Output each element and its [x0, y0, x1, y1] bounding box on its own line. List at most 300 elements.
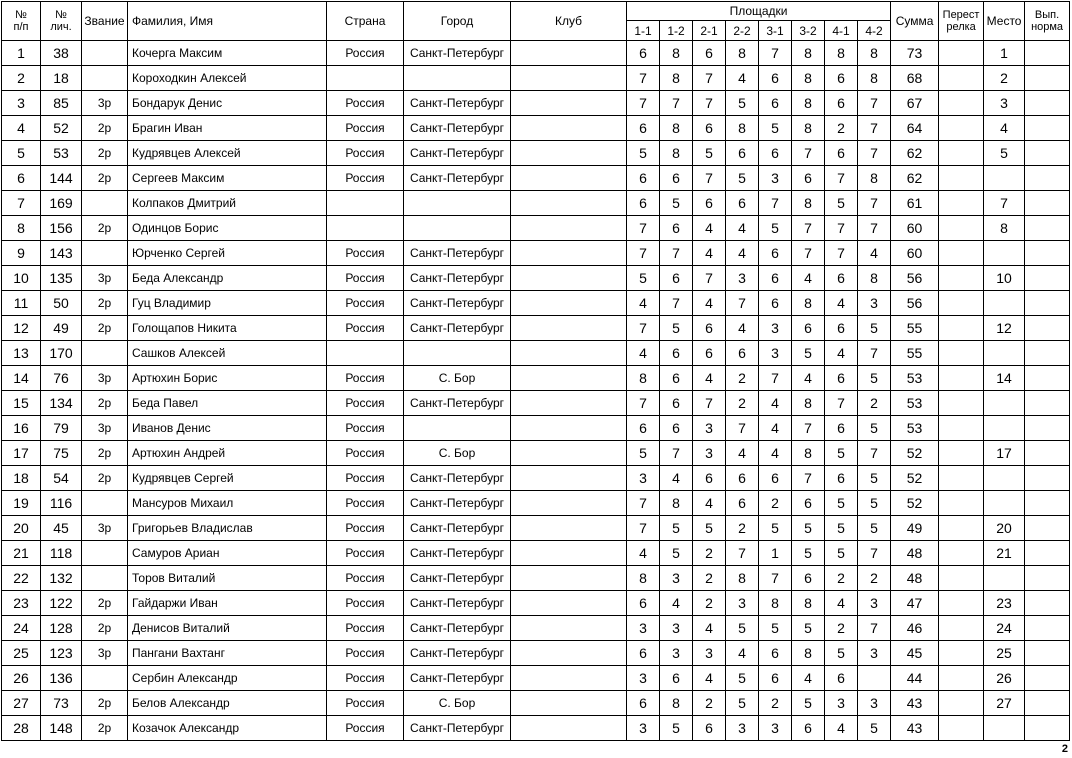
cell-score: 7: [693, 266, 726, 291]
cell-score: 2: [825, 566, 858, 591]
cell-country: Россия: [327, 266, 404, 291]
cell-city: Санкт-Петербург: [404, 91, 511, 116]
cell-name: Сергеев Максим: [128, 166, 327, 191]
header-sum: Сумма: [891, 2, 939, 41]
cell-num: 10: [2, 266, 41, 291]
cell-sum: 44: [891, 666, 939, 691]
header-num-pp: [2, 2, 41, 41]
cell-norm: [1025, 341, 1070, 366]
cell-score: 7: [660, 441, 693, 466]
cell-score: 2: [726, 516, 759, 541]
cell-rank: 3р: [82, 91, 128, 116]
cell-rank: 2р: [82, 391, 128, 416]
cell-score: 6: [825, 141, 858, 166]
cell-license: 45: [41, 516, 82, 541]
cell-license: 156: [41, 216, 82, 241]
cell-name: Самуров Ариан: [128, 541, 327, 566]
cell-sum: 52: [891, 491, 939, 516]
header-rank: Звание: [82, 2, 128, 41]
cell-sum: 68: [891, 66, 939, 91]
cell-norm: [1025, 191, 1070, 216]
cell-name: Козачок Александр: [128, 716, 327, 741]
cell-norm: [1025, 416, 1070, 441]
cell-num: 28: [2, 716, 41, 741]
cell-norm: [1025, 541, 1070, 566]
cell-score: 7: [858, 141, 891, 166]
cell-shootoff: [939, 566, 984, 591]
cell-city: Санкт-Петербург: [404, 616, 511, 641]
cell-license: 75: [41, 441, 82, 466]
cell-club: [511, 316, 627, 341]
cell-shootoff: [939, 191, 984, 216]
cell-shootoff: [939, 466, 984, 491]
header-ground: 2-2: [726, 21, 759, 41]
cell-sum: 53: [891, 391, 939, 416]
cell-shootoff: [939, 441, 984, 466]
cell-score: 8: [858, 66, 891, 91]
header-norm-label: Вып. норма: [1031, 9, 1064, 33]
table-row: [2, 141, 1070, 166]
cell-place: 17: [984, 441, 1025, 466]
cell-score: 6: [660, 416, 693, 441]
cell-norm: [1025, 91, 1070, 116]
cell-score: 5: [660, 716, 693, 741]
cell-rank: 2р: [82, 441, 128, 466]
cell-name: Беда Александр: [128, 266, 327, 291]
cell-num: 20: [2, 516, 41, 541]
cell-score: 6: [627, 591, 660, 616]
cell-name: Артюхин Андрей: [128, 441, 327, 466]
cell-license: 135: [41, 266, 82, 291]
cell-score: 6: [726, 191, 759, 216]
cell-score: 1: [759, 541, 792, 566]
cell-place: [984, 391, 1025, 416]
cell-score: 8: [627, 566, 660, 591]
cell-score: 3: [627, 666, 660, 691]
cell-num: 15: [2, 391, 41, 416]
cell-city: Санкт-Петербург: [404, 591, 511, 616]
cell-score: 7: [627, 516, 660, 541]
cell-name: Гайдаржи Иван: [128, 591, 327, 616]
cell-club: [511, 366, 627, 391]
cell-club: [511, 266, 627, 291]
cell-country: Россия: [327, 666, 404, 691]
cell-license: 73: [41, 691, 82, 716]
cell-score: 3: [759, 716, 792, 741]
cell-sum: 46: [891, 616, 939, 641]
cell-score: 5: [726, 691, 759, 716]
cell-num: 22: [2, 566, 41, 591]
cell-place: 23: [984, 591, 1025, 616]
header-ground: 3-2: [792, 21, 825, 41]
cell-license: 169: [41, 191, 82, 216]
cell-shootoff: [939, 691, 984, 716]
cell-score: 4: [759, 416, 792, 441]
header-ground: 4-1: [825, 21, 858, 41]
cell-score: 8: [726, 566, 759, 591]
cell-score: 7: [759, 41, 792, 66]
cell-score: 2: [825, 616, 858, 641]
cell-score: 7: [858, 91, 891, 116]
cell-place: 2: [984, 66, 1025, 91]
cell-score: 3: [858, 591, 891, 616]
cell-score: 7: [792, 416, 825, 441]
cell-country: Россия: [327, 716, 404, 741]
cell-score: 7: [693, 91, 726, 116]
cell-city: Санкт-Петербург: [404, 316, 511, 341]
cell-score: 4: [627, 341, 660, 366]
cell-norm: [1025, 466, 1070, 491]
table-row: [2, 41, 1070, 66]
cell-city: [404, 341, 511, 366]
cell-rank: [82, 191, 128, 216]
cell-place: 5: [984, 141, 1025, 166]
cell-score: 6: [660, 166, 693, 191]
cell-name: Артюхин Борис: [128, 366, 327, 391]
cell-shootoff: [939, 541, 984, 566]
cell-score: 8: [792, 641, 825, 666]
cell-norm: [1025, 566, 1070, 591]
cell-score: 8: [792, 191, 825, 216]
cell-country: Россия: [327, 466, 404, 491]
cell-score: 6: [627, 166, 660, 191]
cell-place: 1: [984, 41, 1025, 66]
cell-club: [511, 141, 627, 166]
cell-norm: [1025, 441, 1070, 466]
cell-score: 6: [693, 41, 726, 66]
table-body: [2, 41, 1070, 741]
cell-country: Россия: [327, 416, 404, 441]
cell-score: 2: [759, 691, 792, 716]
header-norm: [1025, 2, 1070, 41]
cell-club: [511, 491, 627, 516]
cell-score: 6: [660, 216, 693, 241]
cell-rank: 2р: [82, 316, 128, 341]
cell-place: [984, 241, 1025, 266]
cell-score: 4: [792, 666, 825, 691]
cell-rank: [82, 241, 128, 266]
cell-num: 19: [2, 491, 41, 516]
header-place: Место: [984, 2, 1025, 41]
cell-score: 5: [726, 616, 759, 641]
table-row: [2, 466, 1070, 491]
cell-score: 8: [825, 41, 858, 66]
cell-sum: 55: [891, 341, 939, 366]
cell-shootoff: [939, 616, 984, 641]
cell-score: 5: [858, 716, 891, 741]
table-row: [2, 666, 1070, 691]
cell-sum: 49: [891, 516, 939, 541]
cell-score: 6: [759, 66, 792, 91]
cell-score: 6: [627, 41, 660, 66]
cell-name: Кудрявцев Алексей: [128, 141, 327, 166]
cell-country: Россия: [327, 591, 404, 616]
cell-license: 76: [41, 366, 82, 391]
cell-club: [511, 91, 627, 116]
cell-score: 4: [693, 366, 726, 391]
cell-num: 17: [2, 441, 41, 466]
cell-place: [984, 291, 1025, 316]
cell-score: 5: [825, 641, 858, 666]
cell-city: Санкт-Петербург: [404, 141, 511, 166]
cell-score: 2: [693, 541, 726, 566]
cell-club: [511, 191, 627, 216]
header-shootoff-label: Перест релка: [942, 9, 980, 33]
cell-rank: [82, 341, 128, 366]
cell-place: [984, 166, 1025, 191]
cell-score: 5: [792, 691, 825, 716]
cell-score: 6: [792, 316, 825, 341]
cell-score: 5: [858, 316, 891, 341]
cell-sum: 62: [891, 141, 939, 166]
cell-score: 8: [660, 66, 693, 91]
cell-rank: 2р: [82, 591, 128, 616]
table-row: [2, 266, 1070, 291]
table-row: [2, 366, 1070, 391]
cell-score: 6: [726, 141, 759, 166]
table-row: [2, 516, 1070, 541]
cell-norm: [1025, 216, 1070, 241]
cell-score: 6: [627, 641, 660, 666]
cell-license: 49: [41, 316, 82, 341]
cell-score: 7: [726, 291, 759, 316]
cell-score: 7: [858, 191, 891, 216]
cell-score: 7: [858, 216, 891, 241]
cell-score: 7: [726, 416, 759, 441]
cell-name: Юрченко Сергей: [128, 241, 327, 266]
cell-shootoff: [939, 366, 984, 391]
cell-score: 3: [858, 291, 891, 316]
cell-score: 8: [858, 166, 891, 191]
cell-sum: 48: [891, 541, 939, 566]
header-shootoff: [939, 2, 984, 41]
cell-score: 7: [792, 241, 825, 266]
cell-score: 4: [792, 366, 825, 391]
cell-score: 6: [627, 116, 660, 141]
cell-rank: [82, 66, 128, 91]
cell-country: Россия: [327, 241, 404, 266]
cell-shootoff: [939, 241, 984, 266]
table-row: [2, 241, 1070, 266]
cell-score: 4: [660, 466, 693, 491]
cell-country: [327, 66, 404, 91]
cell-city: Санкт-Петербург: [404, 166, 511, 191]
cell-license: 134: [41, 391, 82, 416]
cell-score: 7: [660, 91, 693, 116]
table-row: [2, 91, 1070, 116]
cell-license: 54: [41, 466, 82, 491]
cell-score: 4: [660, 591, 693, 616]
cell-place: [984, 716, 1025, 741]
cell-sum: 64: [891, 116, 939, 141]
cell-country: Россия: [327, 541, 404, 566]
cell-sum: 60: [891, 241, 939, 266]
cell-score: 8: [792, 441, 825, 466]
cell-shootoff: [939, 491, 984, 516]
cell-score: 2: [825, 116, 858, 141]
cell-place: 10: [984, 266, 1025, 291]
cell-score: 2: [858, 566, 891, 591]
cell-score: 6: [693, 116, 726, 141]
cell-name: Григорьев Владислав: [128, 516, 327, 541]
cell-num: 4: [2, 116, 41, 141]
cell-club: [511, 391, 627, 416]
cell-country: Россия: [327, 391, 404, 416]
cell-score: 5: [792, 541, 825, 566]
cell-score: 7: [858, 616, 891, 641]
cell-city: Санкт-Петербург: [404, 491, 511, 516]
cell-score: 6: [759, 641, 792, 666]
cell-place: 14: [984, 366, 1025, 391]
cell-club: [511, 416, 627, 441]
cell-score: 2: [693, 691, 726, 716]
cell-place: [984, 416, 1025, 441]
cell-country: Россия: [327, 316, 404, 341]
cell-rank: 3р: [82, 366, 128, 391]
cell-score: 4: [693, 291, 726, 316]
cell-score: 8: [792, 116, 825, 141]
cell-place: 21: [984, 541, 1025, 566]
cell-score: 2: [726, 391, 759, 416]
cell-club: [511, 616, 627, 641]
results-table: [1, 1, 1070, 741]
cell-country: Россия: [327, 641, 404, 666]
cell-norm: [1025, 491, 1070, 516]
cell-score: 6: [726, 466, 759, 491]
cell-num: 9: [2, 241, 41, 266]
cell-score: 6: [627, 191, 660, 216]
cell-country: Россия: [327, 41, 404, 66]
cell-score: 6: [726, 491, 759, 516]
cell-shootoff: [939, 391, 984, 416]
cell-score: 4: [759, 391, 792, 416]
cell-score: 6: [660, 366, 693, 391]
cell-score: 6: [660, 391, 693, 416]
cell-score: 5: [825, 191, 858, 216]
cell-name: Сербин Александр: [128, 666, 327, 691]
cell-score: 5: [759, 516, 792, 541]
cell-score: 7: [660, 241, 693, 266]
cell-score: 3: [660, 566, 693, 591]
cell-score: 7: [627, 241, 660, 266]
cell-score: 8: [660, 116, 693, 141]
cell-num: 27: [2, 691, 41, 716]
cell-score: 4: [825, 716, 858, 741]
cell-club: [511, 541, 627, 566]
cell-shootoff: [939, 41, 984, 66]
cell-shootoff: [939, 316, 984, 341]
cell-sum: 45: [891, 641, 939, 666]
cell-rank: [82, 41, 128, 66]
cell-license: 53: [41, 141, 82, 166]
cell-score: 2: [858, 391, 891, 416]
cell-rank: 2р: [82, 466, 128, 491]
cell-score: 6: [660, 341, 693, 366]
cell-score: 7: [627, 316, 660, 341]
cell-norm: [1025, 716, 1070, 741]
cell-club: [511, 641, 627, 666]
cell-place: 7: [984, 191, 1025, 216]
cell-rank: 2р: [82, 216, 128, 241]
cell-club: [511, 691, 627, 716]
cell-score: 8: [792, 91, 825, 116]
cell-place: [984, 341, 1025, 366]
cell-score: 8: [660, 491, 693, 516]
cell-city: Санкт-Петербург: [404, 241, 511, 266]
cell-rank: [82, 666, 128, 691]
cell-num: 11: [2, 291, 41, 316]
cell-club: [511, 441, 627, 466]
cell-score: 2: [726, 366, 759, 391]
cell-num: 8: [2, 216, 41, 241]
cell-score: 4: [726, 66, 759, 91]
cell-score: 4: [726, 641, 759, 666]
cell-score: 3: [726, 591, 759, 616]
cell-score: 8: [660, 141, 693, 166]
cell-score: 5: [660, 191, 693, 216]
cell-score: 8: [660, 41, 693, 66]
cell-score: 7: [792, 216, 825, 241]
header-num-lich-label: № лич.: [50, 9, 72, 33]
cell-license: 143: [41, 241, 82, 266]
cell-score: 7: [825, 166, 858, 191]
cell-norm: [1025, 291, 1070, 316]
cell-club: [511, 241, 627, 266]
cell-sum: 73: [891, 41, 939, 66]
cell-score: 6: [660, 666, 693, 691]
cell-score: 7: [792, 466, 825, 491]
cell-score: 3: [627, 716, 660, 741]
cell-sum: 56: [891, 266, 939, 291]
cell-country: Россия: [327, 291, 404, 316]
cell-score: 4: [693, 491, 726, 516]
cell-score: 7: [693, 166, 726, 191]
header-grounds: Площадки: [627, 2, 891, 21]
cell-license: 128: [41, 616, 82, 641]
cell-place: 24: [984, 616, 1025, 641]
cell-rank: [82, 491, 128, 516]
cell-score: 7: [792, 141, 825, 166]
cell-name: Одинцов Борис: [128, 216, 327, 241]
cell-score: 5: [825, 491, 858, 516]
cell-club: [511, 116, 627, 141]
cell-city: Санкт-Петербург: [404, 466, 511, 491]
cell-city: Санкт-Петербург: [404, 391, 511, 416]
cell-rank: 3р: [82, 516, 128, 541]
cell-name: Денисов Виталий: [128, 616, 327, 641]
cell-score: 4: [693, 616, 726, 641]
cell-name: Голощапов Никита: [128, 316, 327, 341]
table-row: [2, 691, 1070, 716]
cell-sum: 61: [891, 191, 939, 216]
cell-shootoff: [939, 666, 984, 691]
cell-norm: [1025, 641, 1070, 666]
cell-score: 3: [825, 691, 858, 716]
cell-shootoff: [939, 516, 984, 541]
cell-club: [511, 216, 627, 241]
table-row: [2, 66, 1070, 91]
cell-score: 3: [660, 641, 693, 666]
cell-score: 8: [792, 391, 825, 416]
cell-num: 1: [2, 41, 41, 66]
cell-score: 4: [627, 541, 660, 566]
cell-score: 7: [858, 441, 891, 466]
header-club: Клуб: [511, 2, 627, 41]
cell-license: 136: [41, 666, 82, 691]
cell-score: 8: [792, 66, 825, 91]
cell-sum: 43: [891, 716, 939, 741]
cell-sum: 47: [891, 591, 939, 616]
